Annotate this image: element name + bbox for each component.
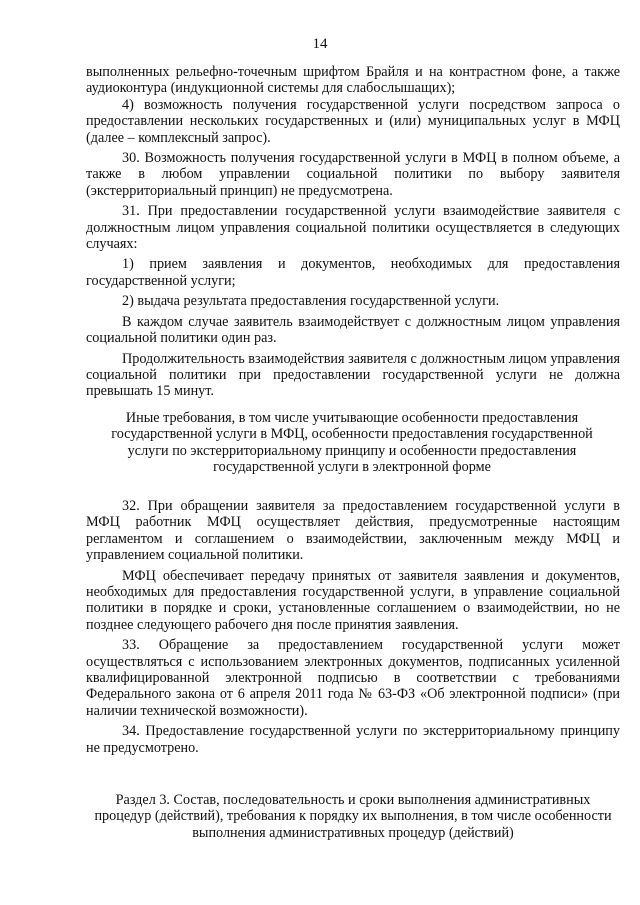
paragraph: 2) выдача результата предоставления государственной услуги. bbox=[122, 293, 500, 310]
paragraph: 4) возможность получения государственной услуги посредством запроса о предоставлении нескольких государственных и (или) муниципальных услуг в МФЦ (далее – комплексный запрос). bbox=[86, 96, 620, 146]
paragraph: 31. При предоставлении государственной услуги взаимодействие заявителя с должностным лицом управления социальной политики осуществляется в следующих случаях: bbox=[86, 203, 620, 253]
paragraph: МФЦ обеспечивает передачу принятых от заявителя заявления и документов, необходимых для предоставления государственной услуги, в управление социальной политики в порядке и сроки, установленные соглашением о взаимодействии, но не позднее следующего рабочего дня после принятия заявления. bbox=[86, 567, 620, 633]
paragraph: Продолжительность взаимодействия заявителя с должностным лицом управления социальной политики при предоставлении государственной услуги не должна превышать 15 минут. bbox=[86, 350, 620, 400]
section-heading: Раздел 3. Состав, последовательность и сроки выполнения административных процедур (действий), требования к порядку их выполнения, в том числе особенности выполнения административных процедур (действий) bbox=[94, 792, 612, 841]
paragraph: 30. Возможность получения государственной услуги в МФЦ в полном объеме, а также в любом управлении социальной политики по выбору заявителя (экстерриториальный принцип) не предусмотрена. bbox=[86, 150, 620, 199]
paragraph: выполненных рельефно-точечным шрифтом Брайля и на контрастном фоне, а также аудиоконтура (индукционной системы для слабослышащих); bbox=[86, 64, 620, 97]
page-number: 14 bbox=[312, 36, 328, 52]
paragraph: 33. Обращение за предоставлением государственной услуги может осуществляться с использованием электронных документов, подписанных усиленной квалифицированной электронной подписью в соответствии с требованиями Федерального закона от 6 апреля 2011 года № 63-ФЗ «Об электронной подписи» (при наличии технической возможности). bbox=[86, 637, 620, 719]
section-heading: Иные требования, в том числе учитывающие особенности предоставления государственной услуги в МФЦ, особенности предоставления государственной услуги по экстерриториальному принципу и особенности предоставления государственной услуги в электронной форме bbox=[111, 410, 593, 476]
text-block-2 bbox=[86, 498, 620, 756]
text-block-1 bbox=[86, 64, 620, 400]
paragraph: 34. Предоставление государственной услуги по экстерриториальному принципу не предусмотрено. bbox=[86, 723, 620, 756]
paragraph: 1) прием заявления и документов, необходимых для предоставления государственной услуги; bbox=[86, 256, 620, 289]
paragraph: 32. При обращении заявителя за предоставлением государственной услуги в МФЦ работник МФЦ осуществляет действия, предусмотренные настоящим регламентом и соглашением о взаимодействии, заключенным между МФЦ и управлением социальной политики. bbox=[86, 498, 620, 564]
section-heading-1 bbox=[92, 410, 612, 476]
paragraph: В каждом случае заявитель взаимодействует с должностным лицом управления социальной политики один раз. bbox=[86, 313, 620, 347]
section-heading-2 bbox=[88, 792, 618, 841]
